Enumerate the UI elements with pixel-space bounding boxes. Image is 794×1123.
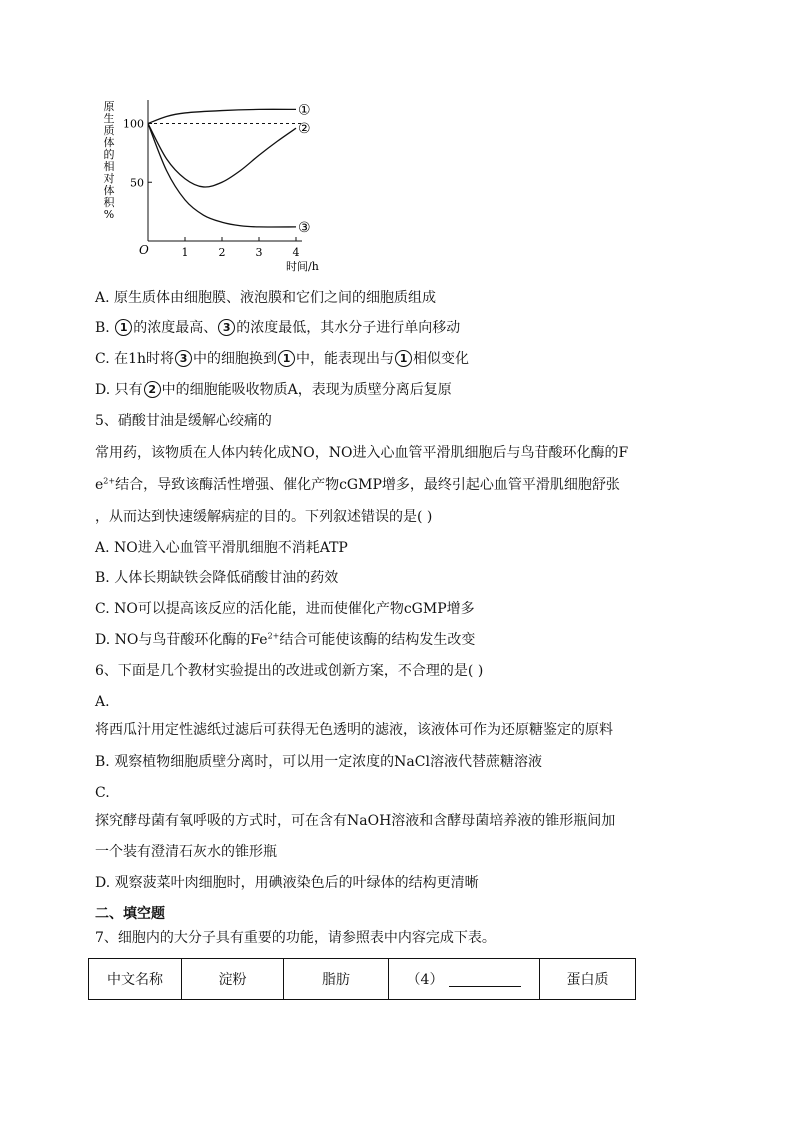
q5-option-a: A. NO进入心血管平滑肌细胞不消耗ATP xyxy=(95,540,348,556)
q5-stem-line1: 5、硝酸甘油是缓解心绞痛的 xyxy=(95,413,272,429)
q5-option-b: B. 人体长期缺铁会降低硝酸甘油的药效 xyxy=(95,570,339,586)
circled-number: 1 xyxy=(395,350,412,367)
circled-number: 1 xyxy=(115,319,132,336)
blank-label: （4） xyxy=(406,972,444,988)
q6-stem: 6、下面是几个教材实验提出的改进或创新方案，不合理的是( ) xyxy=(95,663,484,679)
origin-label: O xyxy=(139,243,149,257)
circled-number: 1 xyxy=(278,350,295,367)
q6-option-c-label: C. xyxy=(95,785,110,801)
q4-option-c xyxy=(95,349,469,369)
q5-stem3-pre: e xyxy=(95,477,104,493)
q5-d-pre: D. NO与鸟苷酸环化酶的Fe xyxy=(95,632,268,648)
q7-table xyxy=(88,958,636,1000)
q6-option-c-text2: 一个装有澄清石灰水的锥形瓶 xyxy=(95,844,277,860)
q5-stem-line4: ，从而达到快速缓解病症的目的。下列叙述错误的是( ) xyxy=(95,509,433,525)
section-heading: 二、填空题 xyxy=(95,906,165,922)
q5-stem-line2: 常用药，该物质在人体内转化成NO，NO进入心血管平滑肌细胞后与鸟苷酸环化酶的F xyxy=(95,445,629,461)
table-cell: 中文名称 xyxy=(89,959,182,1000)
q4-option-d xyxy=(95,380,452,400)
q4-d-prefix: D. 只有 xyxy=(95,382,143,398)
series-label: ③ xyxy=(298,219,311,236)
q5-stem-line3 xyxy=(95,475,620,495)
circled-number: 3 xyxy=(218,319,235,336)
q7-stem: 7、细胞内的大分子具有重要的功能，请参照表中内容完成下表。 xyxy=(95,930,496,946)
series-line xyxy=(148,109,296,123)
y-axis-label: 原生质体的相对体积% xyxy=(103,100,115,221)
q6-option-b: B. 观察植物细胞质壁分离时，可以用一定浓度的NaCl溶液代替蔗糖溶液 xyxy=(95,754,542,770)
x-tick-label: 1 xyxy=(181,246,189,259)
q6-option-a-text: 将西瓜汁用定性滤纸过滤后可获得无色透明的滤液，该液体可作为还原糖鉴定的原料 xyxy=(95,722,613,738)
q4-c-prefix: C. 在1h时将 xyxy=(95,351,175,367)
q5-option-d xyxy=(95,630,475,650)
table-cell: 蛋白质 xyxy=(540,959,636,1000)
x-tick-label: 4 xyxy=(292,246,300,259)
x-tick-label: 3 xyxy=(255,246,263,259)
q5-d-post: 结合可能使该酶的结构发生改变 xyxy=(279,632,476,648)
table-cell: 脂肪 xyxy=(284,959,389,1000)
q5-stem3-post: 结合，导致该酶活性增强、催化产物cGMP增多，最终引起心血管平滑肌细胞舒张 xyxy=(115,477,620,493)
q4-c-suffix: 相似变化 xyxy=(413,351,470,367)
series-label: ② xyxy=(298,121,311,138)
series-label: ① xyxy=(298,102,311,119)
y-tick-label: 100 xyxy=(123,117,144,131)
q6-option-c-text1: 探究酵母菌有氧呼吸的方式时，可在含有NaOH溶液和含酵母菌培养液的锥形瓶间加 xyxy=(95,813,616,829)
q4-b-suffix: 的浓度最低，其水分子进行单向移动 xyxy=(236,320,461,336)
q4-b-mid: 的浓度最高、 xyxy=(133,320,218,336)
volume-chart xyxy=(100,96,330,276)
series-line xyxy=(148,124,296,227)
q4-c-mid2: 中，能表现出与 xyxy=(296,351,395,367)
q6-option-a-label: A. xyxy=(95,694,110,710)
table-row xyxy=(89,959,636,1000)
x-axis-label: 时间/h xyxy=(286,260,319,273)
q4-option-b xyxy=(95,318,460,338)
answer-blank-line[interactable] xyxy=(449,972,521,987)
q4-d-suffix: 中的细胞能吸收物质A，表现为质壁分离后复原 xyxy=(161,382,452,398)
y-tick-label: 50 xyxy=(130,176,144,190)
q5-option-c: C. NO可以提高该反应的活化能，进而使催化产物cGMP增多 xyxy=(95,601,475,617)
q4-option-a: A. 原生质体由细胞膜、液泡膜和它们之间的细胞质组成 xyxy=(95,290,437,306)
x-tick-label: 2 xyxy=(218,246,226,259)
table-cell: 淀粉 xyxy=(182,959,284,1000)
q4-b-prefix: B. xyxy=(95,320,115,336)
q4-c-mid: 中的细胞换到 xyxy=(193,351,278,367)
superscript: 2+ xyxy=(103,476,116,486)
table-cell-blank xyxy=(389,959,540,1000)
superscript: 2+ xyxy=(267,631,280,641)
circled-number: 3 xyxy=(175,350,192,367)
circled-number: 2 xyxy=(144,381,161,398)
q6-option-d: D. 观察菠菜叶肉细胞时，用碘液染色后的叶绿体的结构更清晰 xyxy=(95,875,479,891)
chart-marks xyxy=(148,102,311,236)
